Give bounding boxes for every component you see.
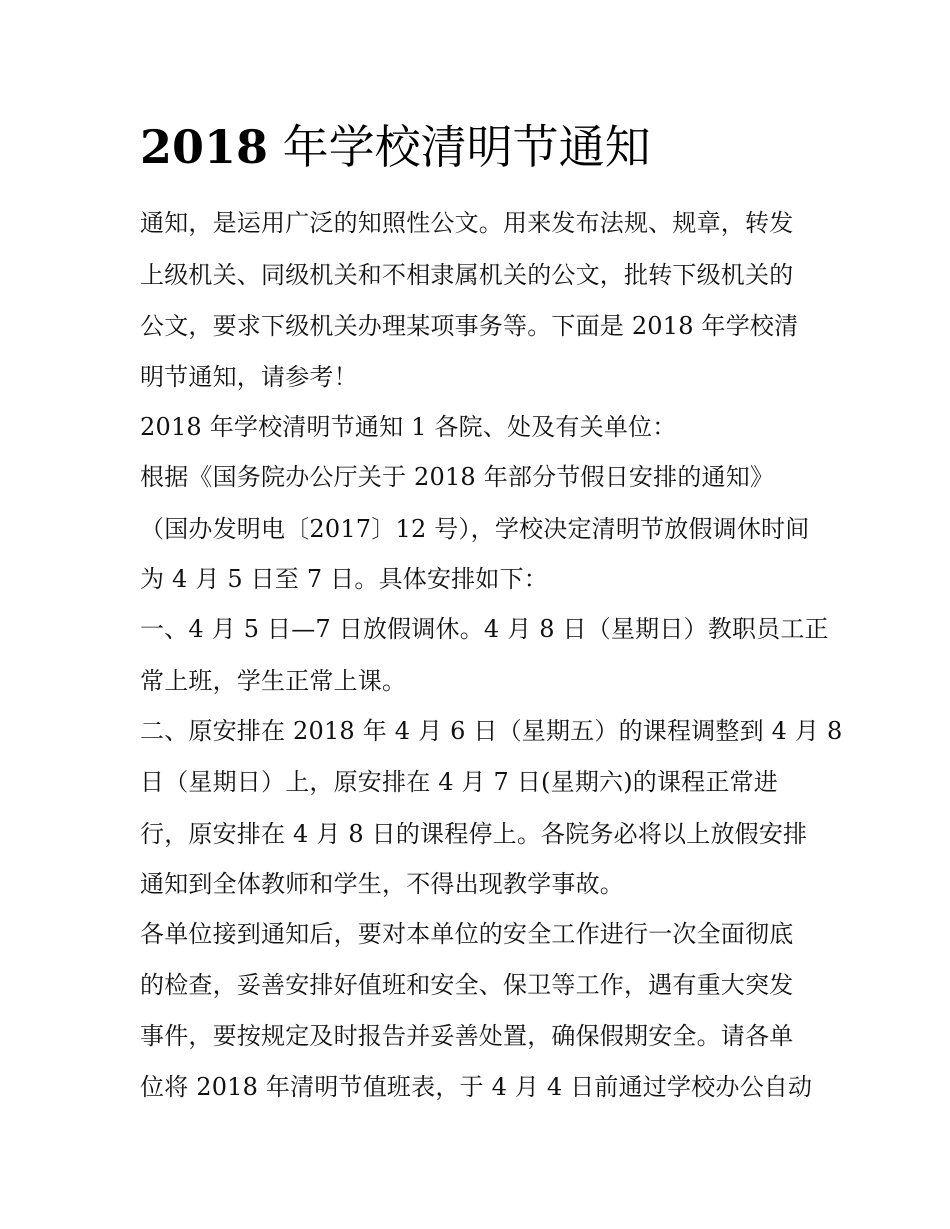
body-line: 的检查，妥善安排好值班和安全、保卫等工作，遇有重大突发 (140, 971, 794, 999)
body-line: 位将 2018 年清明节值班表，于 4 月 4 日前通过学校办公自动 (140, 1073, 813, 1101)
body-line: 2018 年学校清明节通知 1 各院、处及有关单位： (140, 413, 677, 441)
body-line: 二、原安排在 2018 年 4 月 6 日（星期五）的课程调整到 4 月 8 (140, 717, 843, 745)
body-line: 明节通知，请参考！ (140, 363, 358, 391)
body-line: 公文，要求下级机关办理某项事务等。下面是 2018 年学校清 (140, 312, 799, 340)
body-line: 各单位接到通知后，要对本单位的安全工作进行一次全面彻底 (140, 920, 794, 948)
body-line: 行，原安排在 4 月 8 日的课程停上。各院务必将以上放假安排 (140, 820, 808, 848)
body-line: （国办发明电〔2017〕12 号），学校决定清明节放假调休时间 (140, 515, 810, 543)
body-line: 通知到全体教师和学生，不得出现教学事故。 (140, 870, 624, 898)
body-line: 通知，是运用广泛的知照性公文。用来发布法规、规章，转发 (140, 209, 794, 237)
body-line: 日（星期日）上，原安排在 4 月 7 日(星期六)的课程正常进 (140, 768, 778, 796)
body-line: 为 4 月 5 日至 7 日。具体安排如下： (140, 565, 548, 593)
title-year: 2018 (140, 120, 269, 174)
body-line: 一、4 月 5 日—7 日放假调休。4 月 8 日（星期日）教职员工正 (140, 615, 829, 643)
document-title (140, 117, 651, 177)
body-line: 上级机关、同级机关和不相隶属机关的公文，批转下级机关的 (140, 261, 794, 289)
body-line: 常上班，学生正常上课。 (140, 667, 407, 695)
body-line: 根据《国务院办公厅关于 2018 年部分节假日安排的通知》 (140, 463, 775, 491)
title-text: 年学校清明节通知 (282, 120, 651, 174)
body-line: 事件，要按规定及时报告并妥善处置，确保假期安全。请各单 (140, 1022, 794, 1050)
